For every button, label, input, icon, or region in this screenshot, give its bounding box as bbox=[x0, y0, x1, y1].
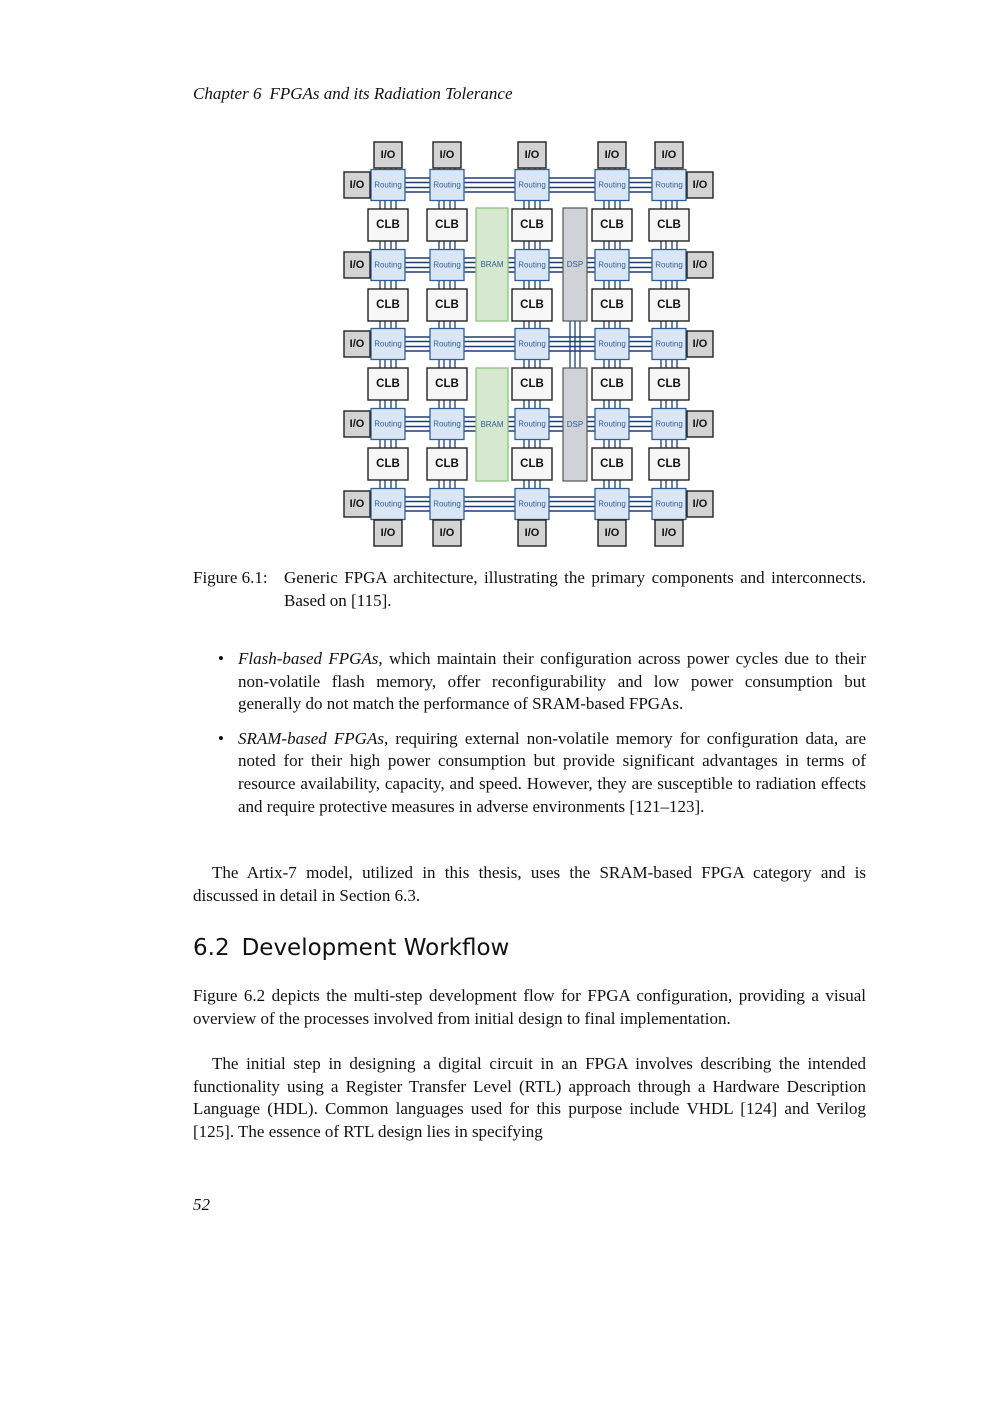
clb-label: CLB bbox=[520, 378, 544, 390]
clb-label: CLB bbox=[657, 299, 681, 311]
routing-label: Routing bbox=[374, 339, 402, 349]
routing-label: Routing bbox=[433, 260, 461, 270]
clb-label: CLB bbox=[376, 458, 400, 470]
io-label: I/O bbox=[692, 179, 708, 191]
clb-label: CLB bbox=[657, 219, 681, 231]
page-number: 52 bbox=[193, 1195, 210, 1214]
io-label: I/O bbox=[439, 527, 455, 539]
chapter-title: FPGAs and its Radiation Tolerance bbox=[269, 84, 513, 103]
io-label: I/O bbox=[524, 149, 540, 161]
routing-label: Routing bbox=[655, 419, 683, 429]
routing-label: Routing bbox=[518, 339, 546, 349]
clb-label: CLB bbox=[657, 378, 681, 390]
clb-label: CLB bbox=[435, 458, 459, 470]
clb-label: CLB bbox=[600, 299, 624, 311]
io-label: I/O bbox=[661, 149, 677, 161]
list-item bbox=[218, 648, 866, 716]
list-item-text: , requiring external non-volatile memory for configuration data, are noted for their high power consumption but provide significant advantages in terms of resource availability, capacity, and speed. However, they are susceptible to radiation effects and require protective measures in adverse environments [121–123]. bbox=[238, 728, 866, 816]
fpga-type-list bbox=[218, 648, 866, 830]
dsp-label: DSP bbox=[566, 420, 584, 429]
io-label: I/O bbox=[692, 338, 708, 350]
routing-label: Routing bbox=[518, 419, 546, 429]
routing-label: Routing bbox=[374, 419, 402, 429]
clb-label: CLB bbox=[435, 378, 459, 390]
section-title: Development Workflow bbox=[241, 935, 510, 961]
clb-label: CLB bbox=[600, 378, 624, 390]
routing-label: Routing bbox=[374, 260, 402, 270]
routing-label: Routing bbox=[518, 180, 546, 190]
clb-label: CLB bbox=[435, 299, 459, 311]
clb-label: CLB bbox=[600, 219, 624, 231]
clb-label: CLB bbox=[376, 299, 400, 311]
routing-label: Routing bbox=[433, 419, 461, 429]
routing-label: Routing bbox=[433, 499, 461, 509]
list-item bbox=[218, 728, 866, 818]
figure-caption-label: Figure 6.1: bbox=[193, 568, 268, 587]
routing-label: Routing bbox=[598, 260, 626, 270]
running-head bbox=[193, 84, 513, 104]
routing-label: Routing bbox=[374, 180, 402, 190]
io-label: I/O bbox=[604, 149, 620, 161]
clb-label: CLB bbox=[520, 219, 544, 231]
io-label: I/O bbox=[380, 149, 396, 161]
io-label: I/O bbox=[349, 259, 365, 271]
routing-label: Routing bbox=[374, 499, 402, 509]
paragraph-artix: The Artix-7 model, utilized in this thesis, uses the SRAM-based FPGA category and is discussed in detail in Section 6.3. bbox=[193, 863, 866, 905]
paragraph-dev-flow: Figure 6.2 depicts the multi-step development flow for FPGA configuration, providing a visual overview of the processes involved from initial design to final implementation. bbox=[193, 986, 866, 1028]
clb-label: CLB bbox=[435, 219, 459, 231]
clb-label: CLB bbox=[376, 378, 400, 390]
section-heading bbox=[193, 935, 509, 961]
section-number: 6.2 bbox=[193, 935, 230, 961]
routing-label: Routing bbox=[518, 260, 546, 270]
routing-label: Routing bbox=[433, 180, 461, 190]
io-label: I/O bbox=[349, 179, 365, 191]
routing-label: Routing bbox=[598, 180, 626, 190]
clb-label: CLB bbox=[376, 219, 400, 231]
io-label: I/O bbox=[524, 527, 540, 539]
clb-label: CLB bbox=[520, 458, 544, 470]
routing-label: Routing bbox=[655, 180, 683, 190]
figure-caption-text: Generic FPGA architecture, illustrating the primary components and interconnects. Based on [115]. bbox=[284, 568, 866, 610]
routing-label: Routing bbox=[598, 339, 626, 349]
io-label: I/O bbox=[349, 418, 365, 430]
routing-label: Routing bbox=[655, 499, 683, 509]
routing-label: Routing bbox=[433, 339, 461, 349]
bram-label: BRAM bbox=[480, 420, 504, 429]
clb-label: CLB bbox=[520, 299, 544, 311]
dsp-label: DSP bbox=[566, 260, 584, 269]
io-label: I/O bbox=[661, 527, 677, 539]
list-item-term: SRAM-based FPGAs bbox=[238, 728, 384, 748]
io-label: I/O bbox=[439, 149, 455, 161]
routing-label: Routing bbox=[518, 499, 546, 509]
bram-label: BRAM bbox=[480, 260, 504, 269]
chapter-label: Chapter 6 bbox=[193, 84, 262, 103]
clb-label: CLB bbox=[600, 458, 624, 470]
figure-caption bbox=[193, 566, 866, 612]
io-label: I/O bbox=[380, 527, 396, 539]
fpga-architecture-figure bbox=[340, 138, 720, 553]
list-item-text: , which maintain their configuration across power cycles due to their non-volatile flash memory, offer reconfigurability and low power consumption but generally do not match the performance of SRAM-based FPGAs. bbox=[238, 649, 866, 714]
io-label: I/O bbox=[692, 259, 708, 271]
routing-label: Routing bbox=[598, 419, 626, 429]
io-label: I/O bbox=[349, 338, 365, 350]
list-item-term: Flash-based FPGAs bbox=[238, 649, 379, 668]
io-label: I/O bbox=[692, 418, 708, 430]
bullet-icon: • bbox=[218, 649, 224, 668]
routing-label: Routing bbox=[655, 260, 683, 270]
io-label: I/O bbox=[604, 527, 620, 539]
bullet-icon: • bbox=[218, 728, 224, 748]
clb-label: CLB bbox=[657, 458, 681, 470]
paragraph-rtl: The initial step in designing a digital circuit in an FPGA involves describing the intended functionality using a Register Transfer Level (RTL) approach through a Hardware Description Language (HDL). Common languages used for this purpose include VHDL [124] and Verilog [125]. The essence of RTL design lies in specifying bbox=[193, 1054, 866, 1141]
routing-label: Routing bbox=[655, 339, 683, 349]
io-label: I/O bbox=[692, 498, 708, 510]
io-label: I/O bbox=[349, 498, 365, 510]
routing-label: Routing bbox=[598, 499, 626, 509]
